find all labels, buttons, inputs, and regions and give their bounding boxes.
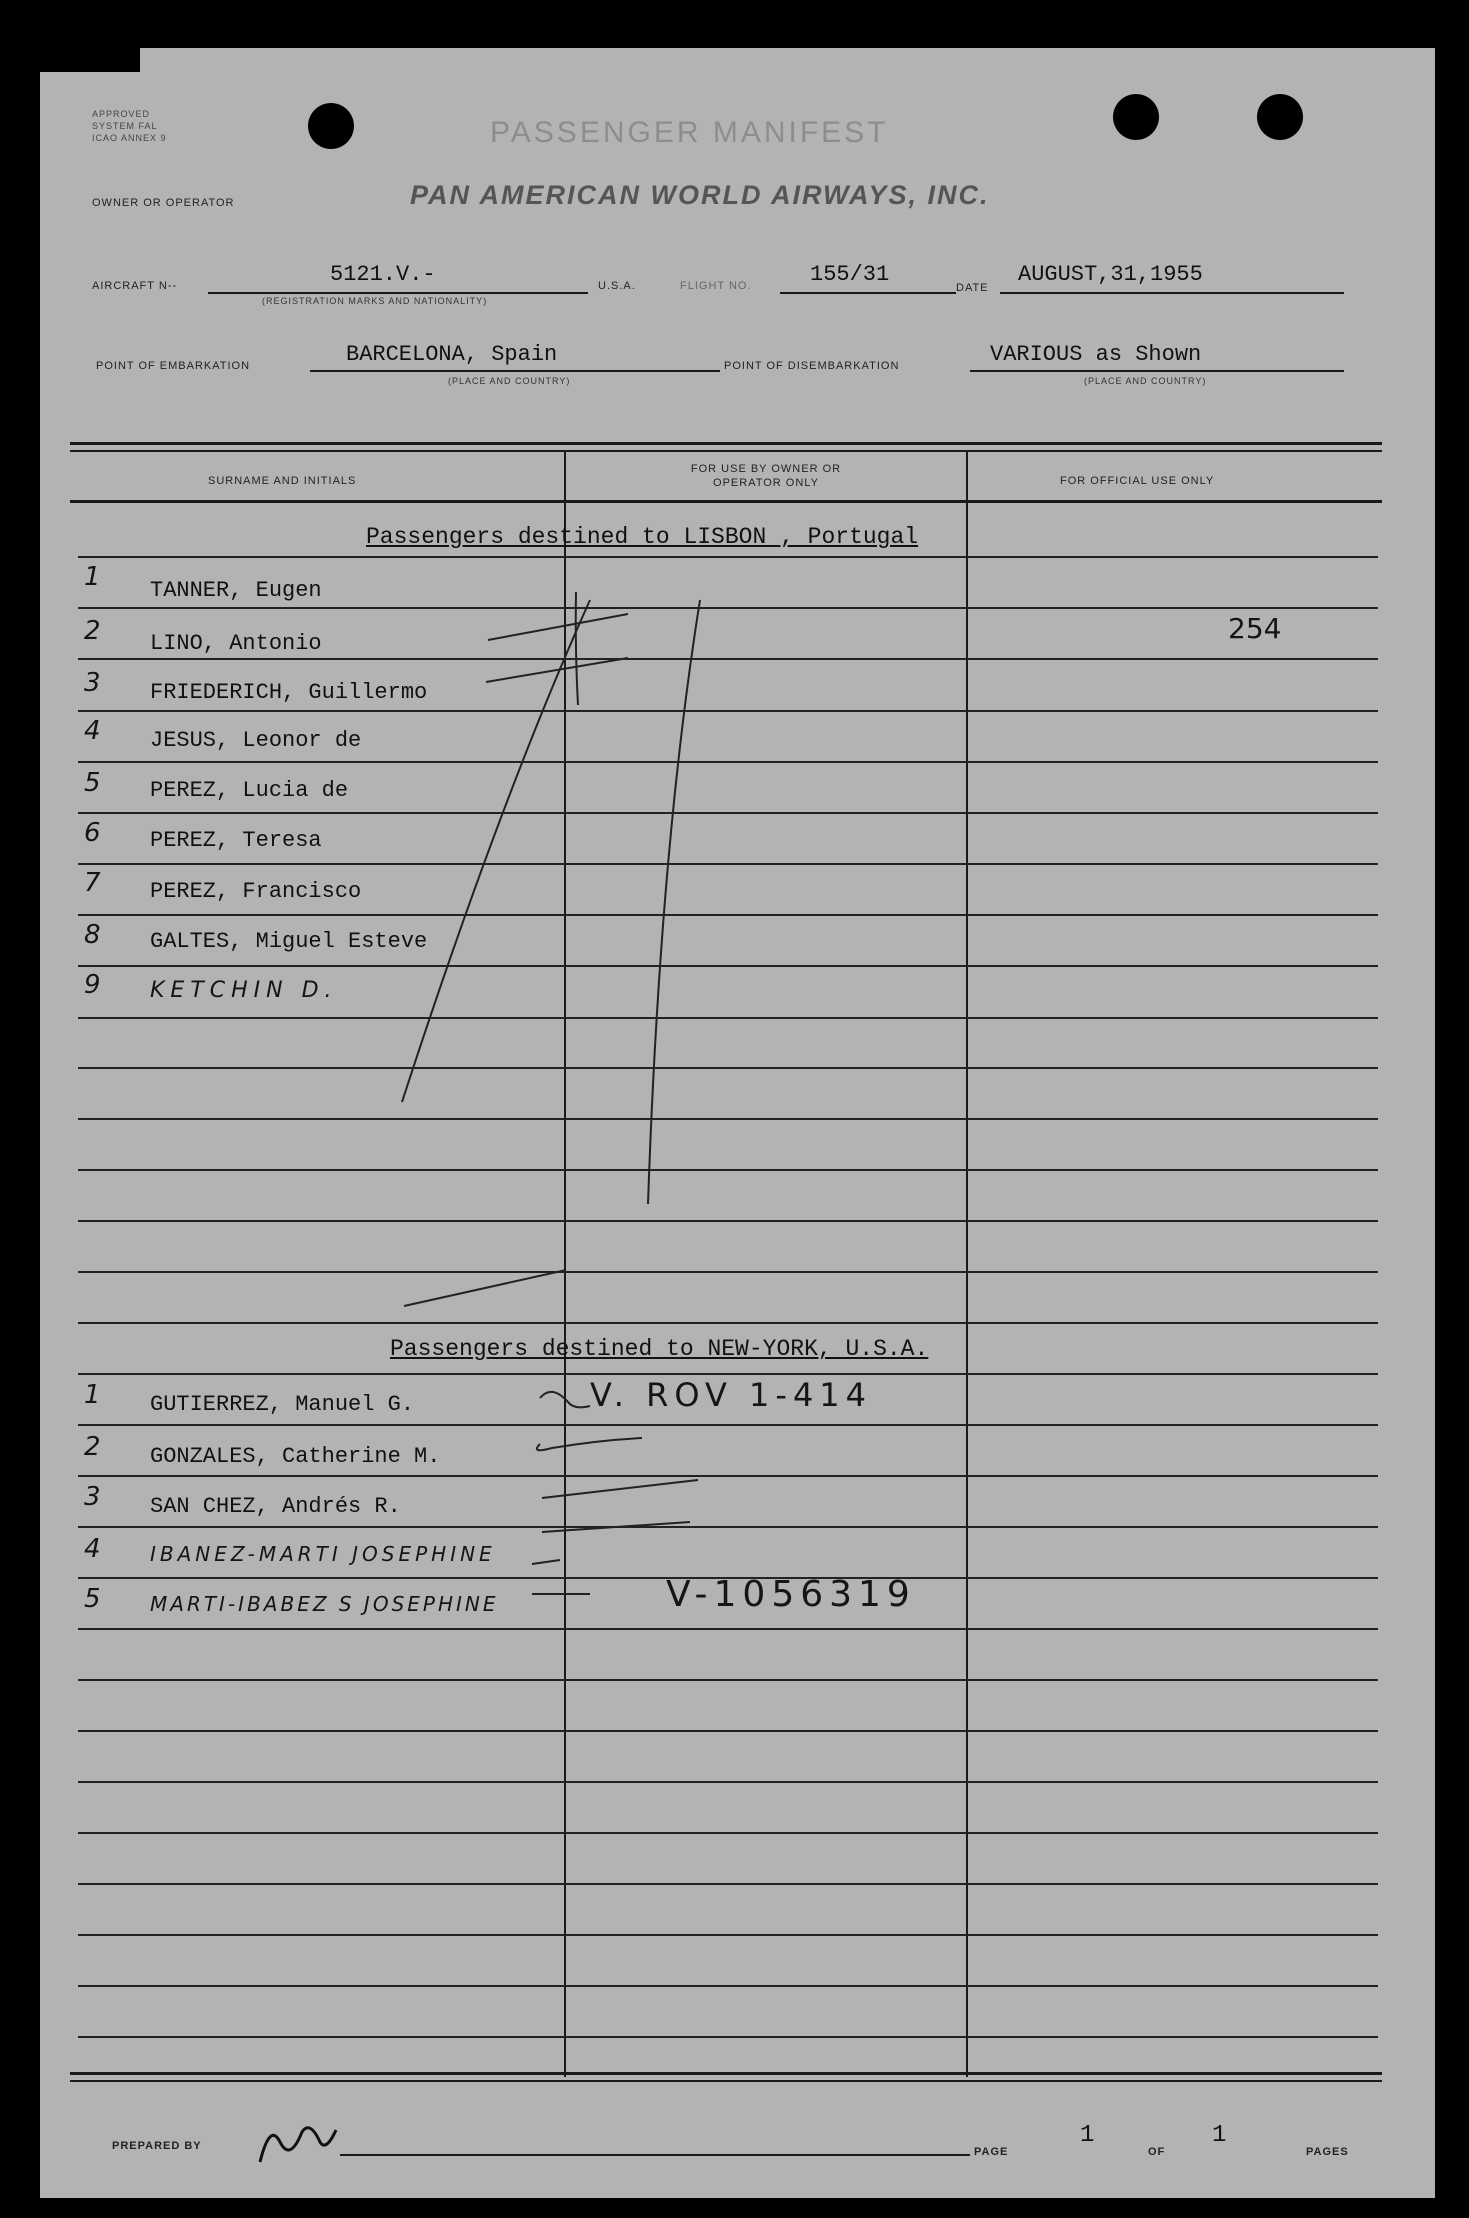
passenger-name: FRIEDERICH, Guillermo xyxy=(150,680,428,705)
page-label: PAGE xyxy=(974,2146,1009,2158)
embarkation-sublabel: (PLACE AND COUNTRY) xyxy=(448,376,571,386)
handwritten-note: V-1056319 xyxy=(666,1574,916,1615)
passenger-name: TANNER, Eugen xyxy=(150,578,322,603)
row-number: 1 xyxy=(84,1380,101,1410)
column-header-owner-use: FOR USE BY OWNER OR OPERATOR ONLY xyxy=(690,463,842,489)
passenger-name: GONZALES, Catherine M. xyxy=(150,1444,441,1469)
handwritten-note: V. ROV 1-414 xyxy=(590,1376,873,1414)
official-number: 254 xyxy=(1228,612,1282,645)
owner-value: PAN AMERICAN WORLD AIRWAYS, INC. xyxy=(410,180,990,210)
passenger-name: LINO, Antonio xyxy=(150,631,322,656)
usa-label: U.S.A. xyxy=(598,280,636,292)
row-number: 2 xyxy=(84,1432,101,1462)
owner-label: OWNER OR OPERATOR xyxy=(92,197,235,209)
passenger-name: SAN CHEZ, Andrés R. xyxy=(150,1494,401,1519)
row-number: 2 xyxy=(84,616,101,646)
page-number: 1 xyxy=(1080,2122,1095,2149)
row-number: 1 xyxy=(84,562,101,592)
row-number: 6 xyxy=(84,818,101,848)
prepared-by-label: PREPARED BY xyxy=(112,2140,202,2152)
aircraft-value: 5121.V.- xyxy=(330,262,436,287)
disembarkation-sublabel: (PLACE AND COUNTRY) xyxy=(1084,376,1207,386)
of-label: OF xyxy=(1148,2146,1166,2158)
total-pages: 1 xyxy=(1212,2122,1227,2149)
column-header-surname: SURNAME AND INITIALS xyxy=(208,475,357,487)
row-number: 8 xyxy=(84,920,101,950)
passenger-name: JESUS, Leonor de xyxy=(150,728,362,753)
date-value: AUGUST,31,1955 xyxy=(1018,262,1203,287)
embarkation-label: POINT OF EMBARKATION xyxy=(96,360,251,372)
section-heading-new-york: Passengers destined to NEW-YORK, U.S.A. xyxy=(390,1336,929,1362)
passenger-name: IBANEZ-MARTI JOSEPHINE xyxy=(150,1542,496,1566)
passenger-name: MARTI-IBABEZ S JOSEPHINE xyxy=(150,1592,499,1616)
section-heading-lisbon: Passengers destined to LISBON , Portugal xyxy=(366,524,919,550)
passenger-name: KETCHIN D. xyxy=(150,978,338,1003)
passenger-name: GALTES, Miguel Esteve xyxy=(150,929,428,954)
row-number: 7 xyxy=(84,868,101,898)
row-number: 3 xyxy=(84,1482,101,1512)
flight-value: 155/31 xyxy=(810,262,890,287)
row-number: 4 xyxy=(84,716,101,746)
disembarkation-label: POINT OF DISEMBARKATION xyxy=(724,360,900,372)
passenger-name: PEREZ, Lucia de xyxy=(150,778,349,803)
flight-label: FLIGHT NO. xyxy=(680,280,752,292)
row-number: 3 xyxy=(84,668,101,698)
embarkation-value: BARCELONA, Spain xyxy=(346,342,558,367)
row-number: 5 xyxy=(84,1584,101,1614)
row-number: 9 xyxy=(84,970,101,1000)
column-header-official-use: FOR OFFICIAL USE ONLY xyxy=(1060,475,1215,487)
form-title: PASSENGER MANIFEST xyxy=(490,116,889,149)
passenger-name: PEREZ, Francisco xyxy=(150,879,362,904)
aircraft-label: AIRCRAFT N-- xyxy=(92,280,178,292)
approval-stamp: APPROVED SYSTEM FAL ICAO ANNEX 9 xyxy=(92,109,167,143)
row-number: 5 xyxy=(84,768,101,798)
aircraft-sublabel: (REGISTRATION MARKS AND NATIONALITY) xyxy=(262,296,488,306)
disembarkation-value: VARIOUS as Shown xyxy=(990,342,1202,367)
preparer-signature xyxy=(250,2112,340,2172)
row-number: 4 xyxy=(84,1534,101,1564)
passenger-name: PEREZ, Teresa xyxy=(150,828,322,853)
passenger-name: GUTIERREZ, Manuel G. xyxy=(150,1392,415,1417)
pages-label: PAGES xyxy=(1306,2146,1349,2158)
date-label: DATE xyxy=(956,282,989,294)
